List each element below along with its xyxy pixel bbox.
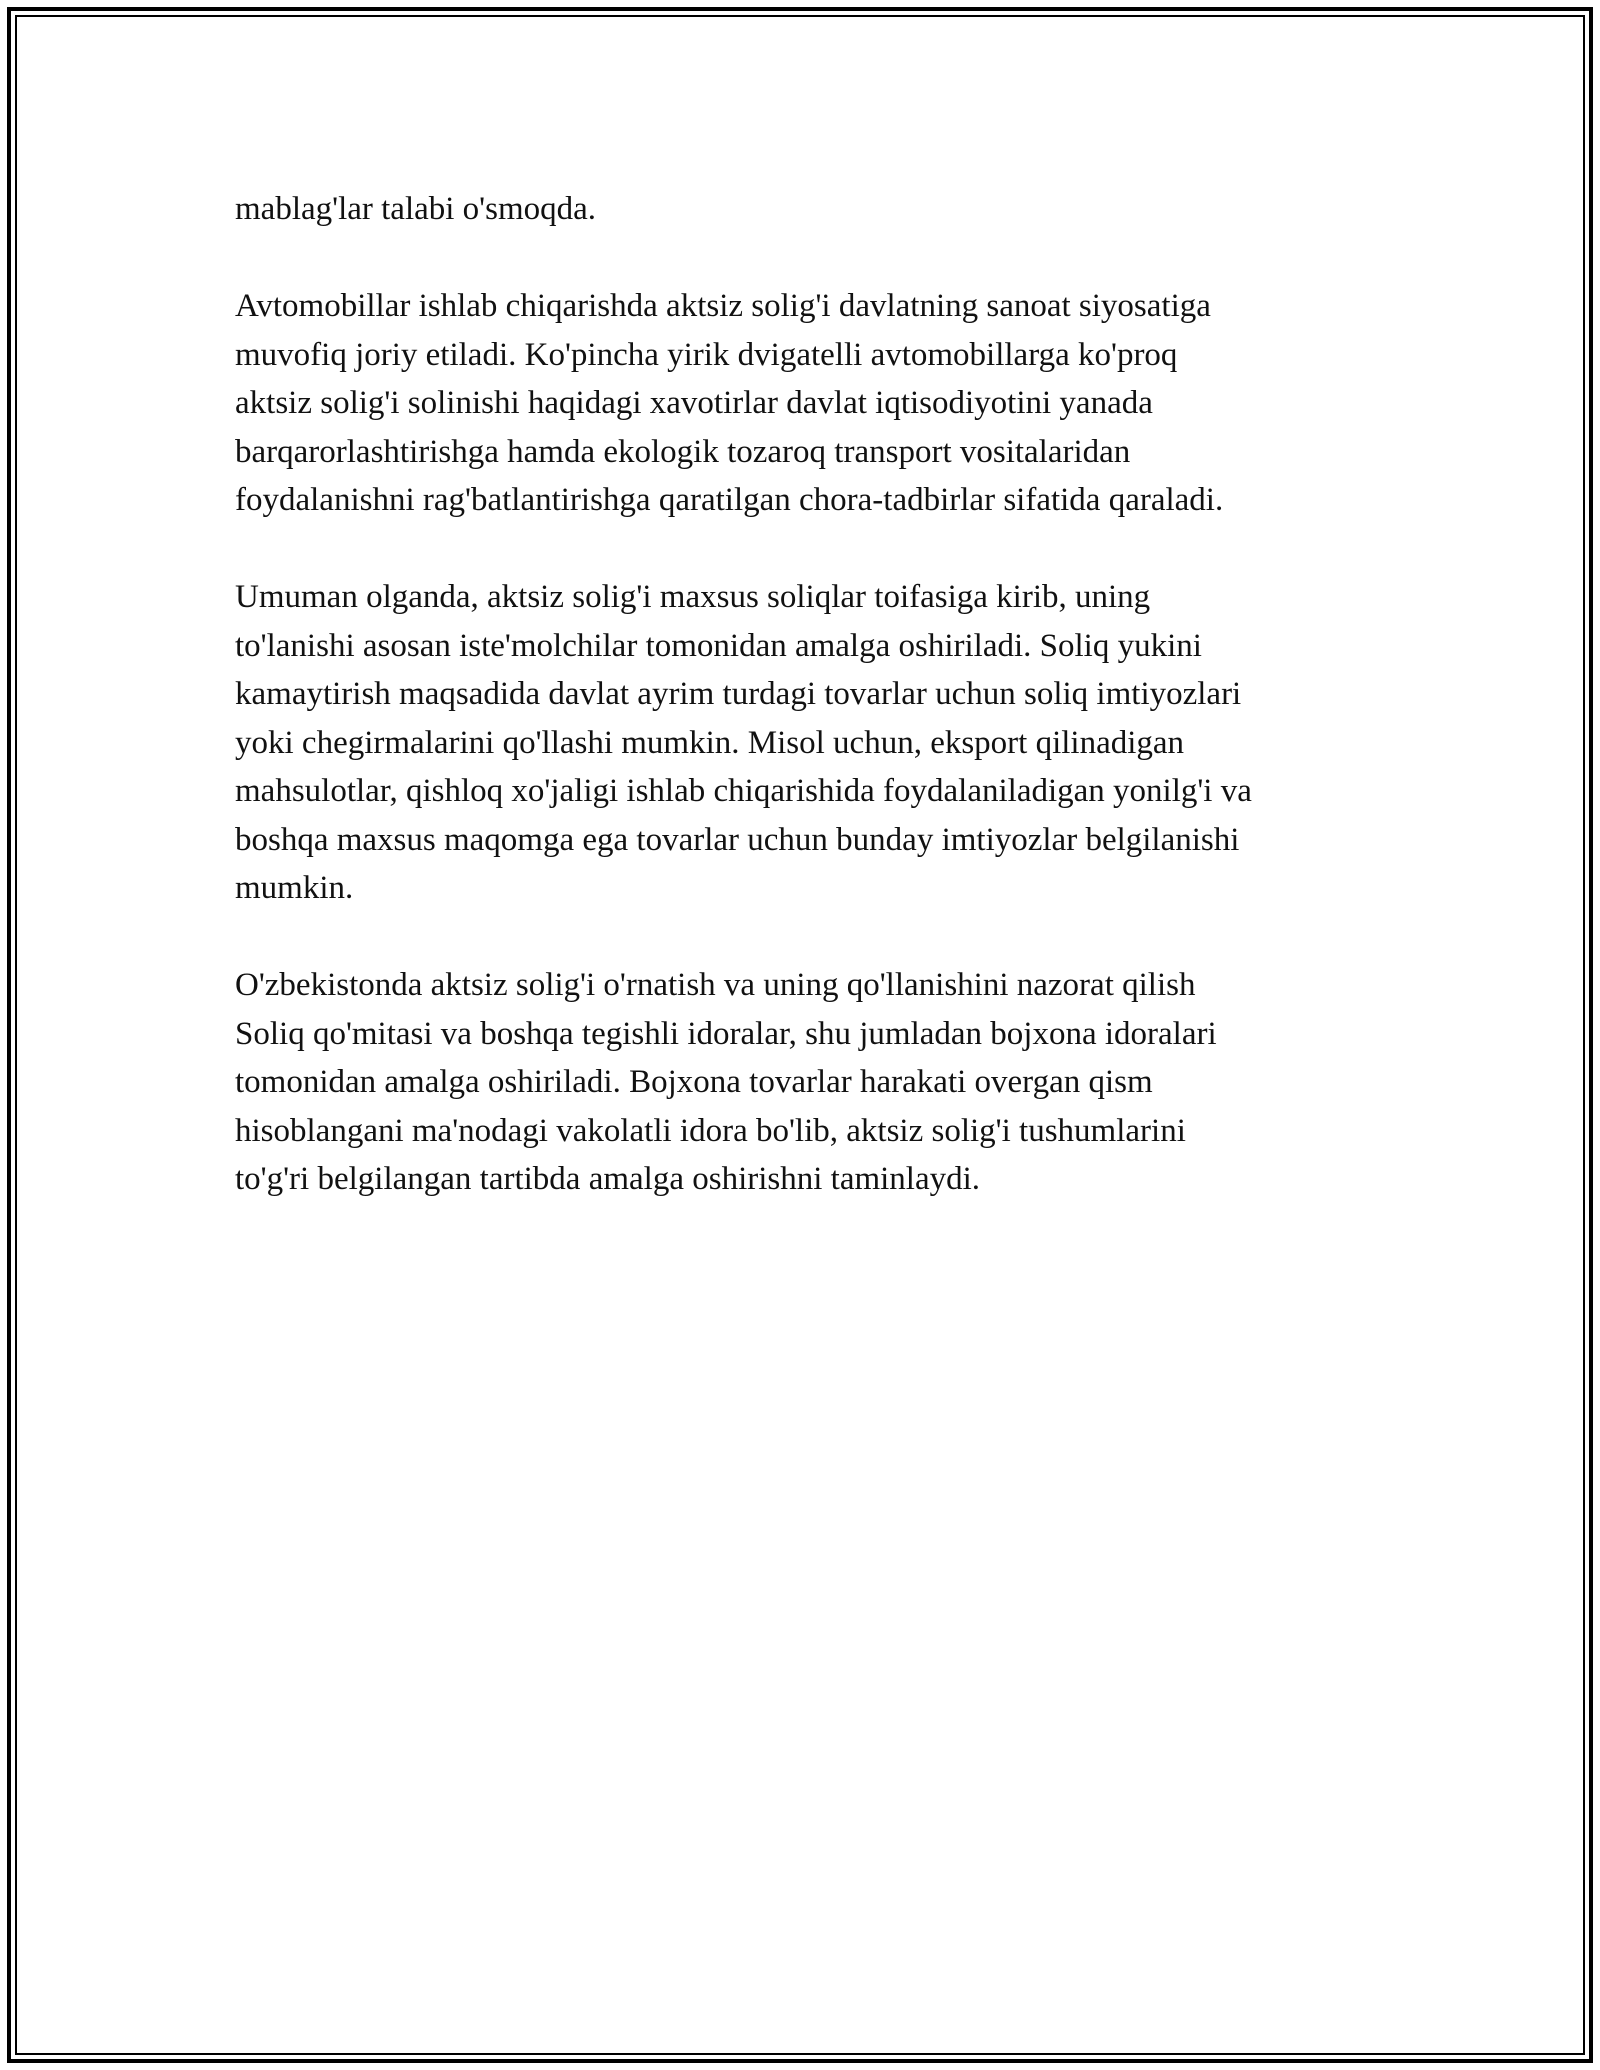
text-line: tomonidan amalga oshiriladi. Bojxona tovarlar harakati overgan qism (235, 1064, 1153, 1100)
text-line: aktsiz solig'i solinishi haqidagi xavotirlar davlat iqtisodiyotini yanada (235, 385, 1153, 421)
text-line: muvofiq joriy etiladi. Ko'pincha yirik dvigatelli avtomobillarga ko'proq (235, 336, 1178, 373)
text-line: foydalanishni rag'batlantirishga qaratilgan chora-tadbirlar sifatida qaraladi. (235, 482, 1224, 518)
text-line: to'g'ri belgilangan tartibda amalga oshirishni taminlaydi. (235, 1161, 981, 1197)
text-line: hisoblangani ma'nodagi vakolatli idora bo'lib, aktsiz solig'i tushumlarini (235, 1112, 1186, 1149)
paragraph-4 (235, 961, 1385, 1204)
text-line: Umuman olganda, aktsiz solig'i maxsus soliqlar toifasiga kirib, uning (235, 579, 1151, 615)
text-line: mahsulotlar, qishloq xo'jaligi ishlab chiqarishida foydalaniladigan yonilg'i va (235, 773, 1252, 809)
paragraph-2 (235, 282, 1385, 525)
text-line: Soliq qo'mitasi va boshqa tegishli idoralar, shu jumladan bojxona idoralari (235, 1015, 1217, 1052)
text-line: Avtomobillar ishlab chiqarishda aktsiz solig'i davlatning sanoat siyosatiga (235, 288, 1211, 324)
text-line: boshqa maxsus maqomga ega tovarlar uchun bunday imtiyozlar belgilanishi (235, 821, 1240, 858)
text-line: kamaytirish maqsadida davlat ayrim turdagi tovarlar uchun soliq imtiyozlari (235, 676, 1242, 712)
text-line: barqarorlashtirishga hamda ekologik tozaroq transport vositalaridan (235, 433, 1131, 470)
text-line: yoki chegirmalarini qo'llashi mumkin. Misol uchun, eksport qilinadigan (235, 724, 1185, 761)
text-line: O'zbekistonda aktsiz solig'i o'rnatish va uning qo'llanishini nazorat qilish (235, 967, 1196, 1003)
text-line: mumkin. (235, 870, 354, 906)
text-line: mablag'lar talabi o'smoqda. (235, 191, 597, 227)
paragraph-3 (235, 573, 1385, 913)
paragraph-1 (235, 185, 1385, 234)
document-body (235, 185, 1385, 1204)
text-line: to'lanishi asosan iste'molchilar tomonidan amalga oshiriladi. Soliq yukini (235, 627, 1202, 664)
